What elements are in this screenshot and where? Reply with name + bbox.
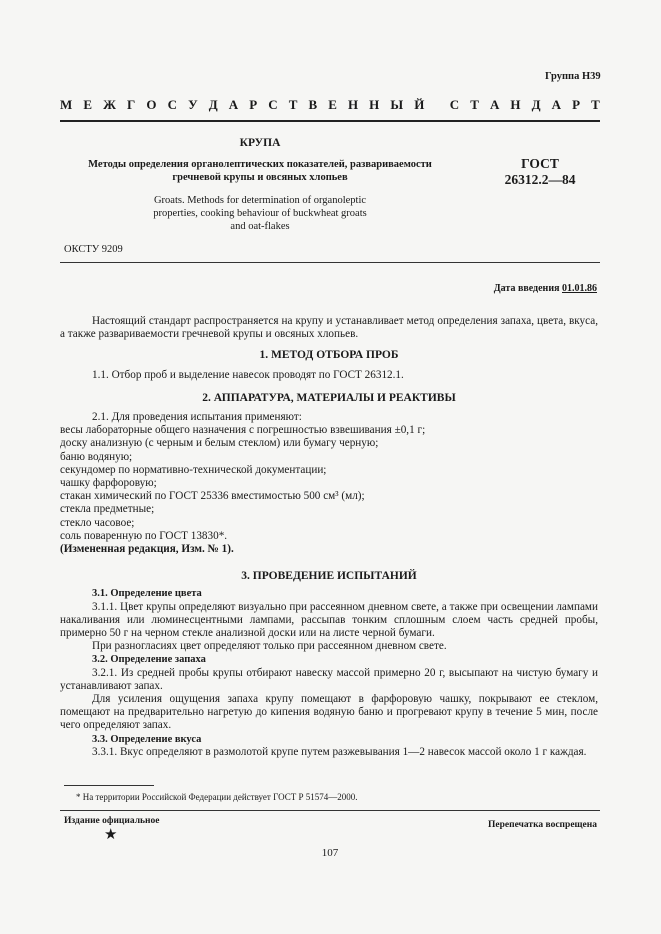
subtitle-en-line: properties, cooking behaviour of buckwheat groats bbox=[153, 208, 367, 219]
subtitle-russian bbox=[60, 158, 460, 184]
equipment-item: соль поваренную по ГОСТ 13830*. bbox=[60, 529, 228, 542]
clause-3-2-2: Для усиления ощущения запаха крупу помещают в фарфоровую чашку, покрывают ее стеклом, помещают на предварительно нагретую до кипения водяную баню и прогревают крупу в течение 5 мин, после чего определяют запах. bbox=[60, 693, 598, 732]
footnote-divider bbox=[64, 785, 154, 786]
equipment-item: стекло часовое; bbox=[60, 516, 135, 529]
subsection-3-2-heading: 3.2. Определение запаха bbox=[92, 654, 206, 666]
subtitle-english bbox=[110, 194, 410, 233]
clause-3-1-2: При разногласиях цвет определяют только при рассеянном дневном свете. bbox=[92, 640, 447, 653]
header-letter: Н bbox=[510, 97, 521, 112]
footer-divider bbox=[60, 810, 600, 811]
header-letter: М bbox=[60, 97, 73, 112]
gost-code: 26312.2—84 bbox=[504, 172, 576, 187]
clause-3-3-1: 3.3.1. Вкус определяют в размолотой крупе путем разжевывания 1—2 навесок массой около 1 г каждая. bbox=[92, 745, 587, 758]
header-letter: С bbox=[167, 97, 177, 112]
standard-header bbox=[60, 97, 600, 122]
header-letter: С bbox=[449, 97, 460, 112]
header-letter: Р bbox=[572, 97, 581, 112]
header-letter: Т bbox=[470, 97, 479, 112]
okstu-code: ОКСТУ 9209 bbox=[64, 244, 123, 255]
header-letter: В bbox=[308, 97, 318, 112]
clause-3-1-1: 3.1.1. Цвет крупы определяют визуально при рассеянном дневном свете, а также при освещении лампами накаливания или люминесцентными лампами, рассыпав тонким сплошным слоем часть средней пробы, примерно 50 г на черном стекле анализной доски или на листе черной бумаги. bbox=[60, 600, 598, 640]
header-letter: Н bbox=[347, 97, 359, 112]
section-1-heading: 1. МЕТОД ОТБОРА ПРОБ bbox=[259, 349, 399, 362]
subsection-3-3-heading: 3.3. Определение вкуса bbox=[92, 733, 202, 745]
subtitle-ru-line: Методы определения органолептических показателей, развариваемости bbox=[88, 159, 432, 170]
subsection-3-1-heading: 3.1. Определение цвета bbox=[92, 588, 202, 600]
header-letter: Н bbox=[369, 97, 380, 112]
date-label: Дата введения bbox=[493, 283, 560, 294]
equipment-item: стекла предметные; bbox=[60, 503, 155, 516]
subtitle-ru-line: гречневой крупы и овсяных хлопьев bbox=[172, 172, 348, 183]
equipment-item: весы лабораторные общего назначения с погрешностью взвешивания ±0,1 г; bbox=[60, 424, 426, 437]
official-edition-label: Издание официальное bbox=[64, 816, 160, 826]
header-letter: Т bbox=[288, 97, 298, 112]
effective-date bbox=[450, 283, 597, 294]
header-letter: А bbox=[489, 97, 500, 112]
divider bbox=[60, 262, 600, 263]
equipment-item: секундомер по нормативно-технической документации; bbox=[60, 463, 327, 476]
subtitle-en-line: and oat-flakes bbox=[230, 221, 290, 232]
section-2-heading: 2. АППАРАТУРА, МАТЕРИАЛЫ И РЕАКТИВЫ bbox=[202, 391, 456, 404]
header-letter: Р bbox=[249, 97, 258, 112]
header-letter: Т bbox=[591, 97, 600, 112]
header-letter: О bbox=[146, 97, 157, 112]
equipment-item: доску анализную (с черным и белым стеклом) или бумагу черную; bbox=[60, 437, 379, 450]
header-letter: Ж bbox=[103, 97, 116, 112]
header-letter: Д bbox=[531, 97, 541, 112]
subtitle-en-line: Groats. Methods for determination of organoleptic bbox=[153, 195, 367, 206]
equipment-item: стакан химический по ГОСТ 25336 вместимостью 500 см³ (мл); bbox=[60, 490, 365, 503]
header-letter: С bbox=[268, 97, 278, 112]
footnote: * На территории Российской Федерации действует ГОСТ Р 51574—2000. bbox=[76, 792, 358, 802]
star-icon: ★ bbox=[104, 827, 118, 843]
amendment-note: (Измененная редакция, Изм. № 1). bbox=[60, 543, 234, 556]
equipment-list bbox=[60, 424, 598, 543]
page-number: 107 bbox=[321, 847, 339, 859]
header-letter: Г bbox=[127, 97, 136, 112]
reprint-prohibited-label: Перепечатка воспрещена bbox=[487, 820, 597, 830]
header-letter: У bbox=[188, 97, 198, 112]
group-code: Группа Н39 bbox=[545, 71, 601, 82]
header-letter: Е bbox=[328, 97, 337, 112]
gost-number bbox=[480, 156, 600, 188]
header-word-gap bbox=[435, 97, 438, 113]
clause-3-2-1: 3.2.1. Из средней пробы крупы отбирают навеску массой примерно 20 г, высыпают на чистую бумагу и устанавливают запах. bbox=[60, 666, 598, 692]
date-value: 01.01.86 bbox=[562, 283, 597, 294]
equipment-item: баню водяную; bbox=[60, 450, 133, 463]
header-letter: Й bbox=[414, 97, 425, 112]
header-letter: А bbox=[551, 97, 562, 112]
clause-2-1: 2.1. Для проведения испытания применяют: bbox=[92, 411, 302, 424]
header-letter: Ы bbox=[390, 97, 404, 112]
section-3-heading: 3. ПРОВЕДЕНИЕ ИСПЫТАНИЙ bbox=[241, 570, 417, 583]
header-letter: Е bbox=[83, 97, 93, 112]
document-title: КРУПА bbox=[239, 137, 281, 149]
document-body bbox=[60, 315, 598, 759]
equipment-item: чашку фарфоровую; bbox=[60, 477, 157, 490]
clause-1-1: 1.1. Отбор проб и выделение навесок проводят по ГОСТ 26312.1. bbox=[92, 368, 404, 381]
gost-label: ГОСТ bbox=[521, 156, 559, 171]
intro-paragraph: Настоящий стандарт распространяется на крупу и устанавливает метод определения запаха, цвета, вкуса, а также развариваемости гречневой крупы и овсяных хлопьев. bbox=[60, 315, 598, 341]
header-letter: Д bbox=[208, 97, 218, 112]
header-letter: А bbox=[228, 97, 239, 112]
